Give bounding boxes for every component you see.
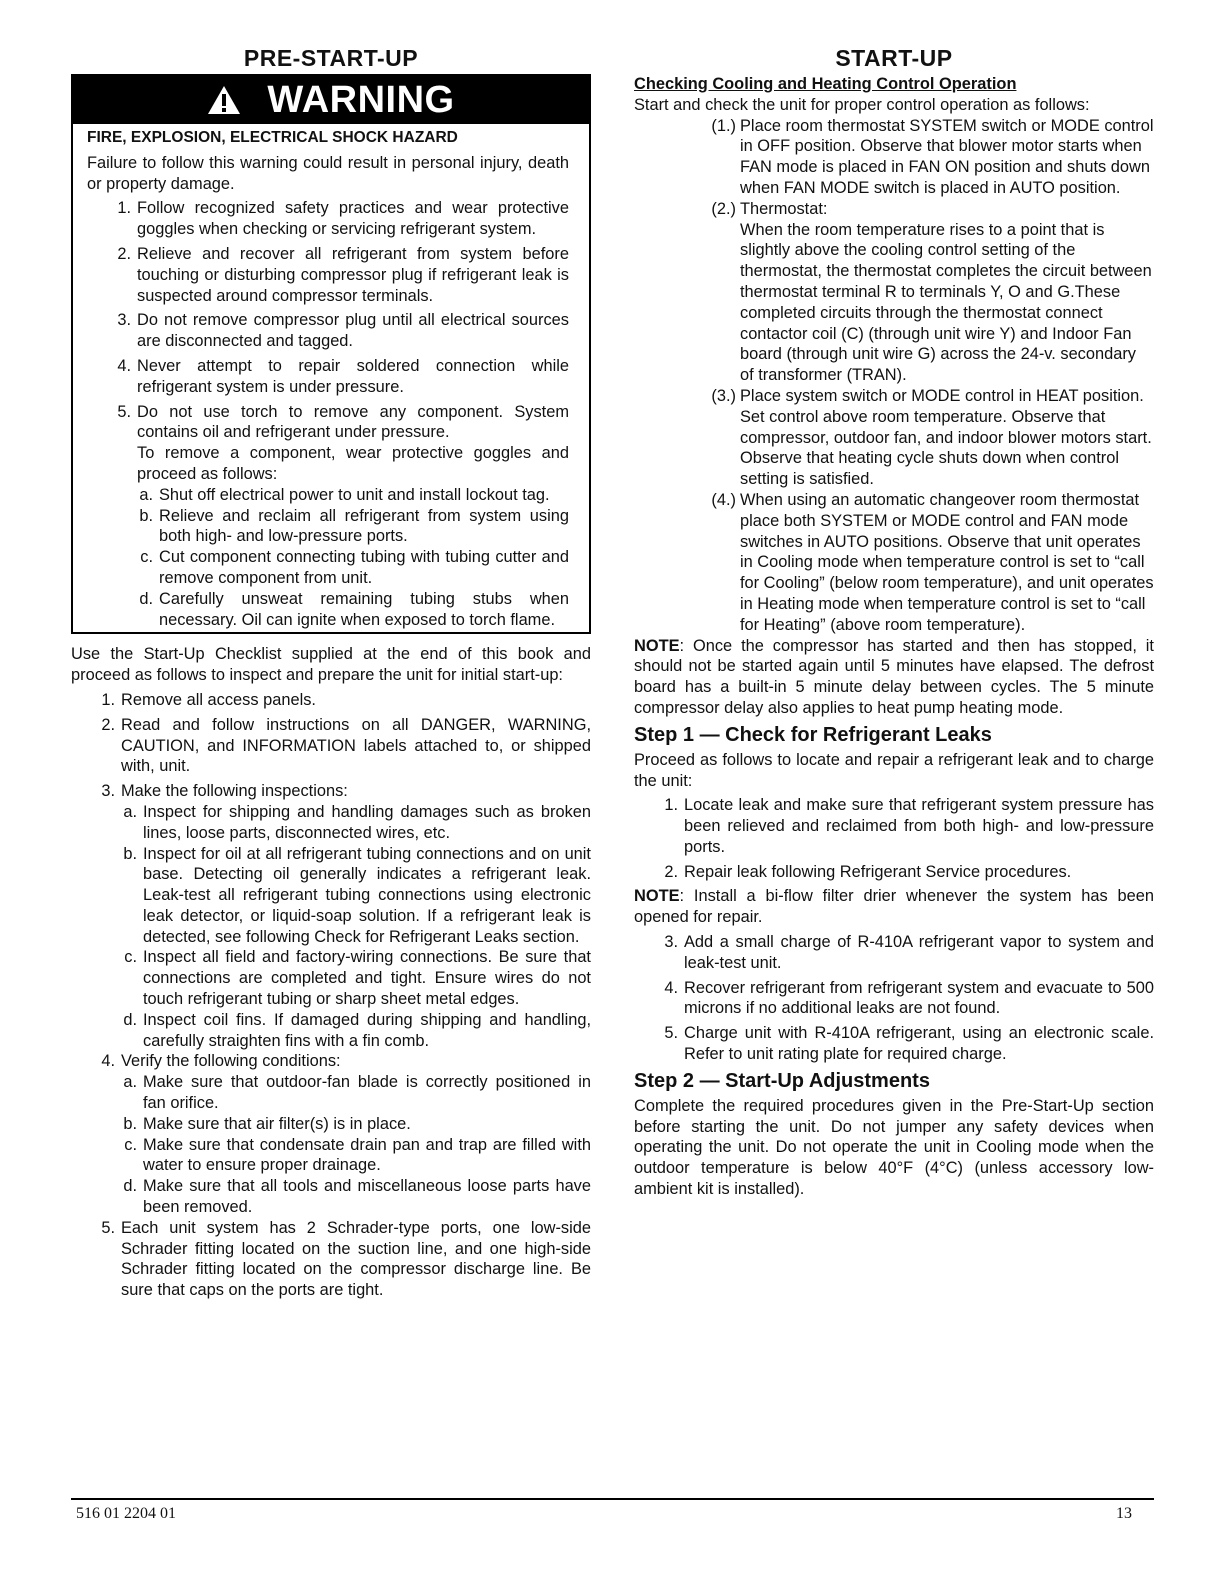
- prestart-steps-final: [71, 1218, 591, 1301]
- check-intro: Start and check the unit for proper control operation as follows:: [634, 95, 1090, 114]
- list-item: 5. Each unit system has 2 Schrader-type ports, one low-side Schrader fitting located on the suction line, and one high-side Schrader fitting located on the compressor discharge line. Be sure that caps on the ports are tight.: [101, 1218, 591, 1300]
- pre-start-up-column: [71, 44, 591, 1305]
- list-item: 2. Relieve and recover all refrigerant from system before touching or disturbing compressor plug if refrigerant leak is suspected around compressor terminals.: [117, 244, 569, 305]
- list-item: 1. Remove all access panels.: [101, 690, 316, 709]
- pre-start-up-title: PRE-START-UP: [243, 45, 419, 71]
- prestart-steps: [71, 690, 591, 802]
- list-item: 1. Follow recognized safety practices and wear protective goggles when checking or servicing refrigerant system.: [117, 199, 569, 239]
- list-item: 5. Charge unit with R-410A refrigerant, using an electronic scale. Refer to unit rating plate for required charge.: [664, 1024, 1154, 1064]
- step-1-list-continued: [634, 932, 1154, 1065]
- list-item: a. Inspect for shipping and handling damages such as broken lines, loose parts, disconnected wires, etc.: [123, 802, 591, 842]
- warning-box: [71, 74, 591, 634]
- note-compressor-delay: NOTE: Once the compressor has started and then has stopped, it should not be started again until 5 minutes have elapsed. The defrost board has a built-in 5 minute delay between cycles. The 5 minute compressor delay also applies to heat pump heating mode.: [634, 636, 1154, 717]
- list-item: (1.) Place room thermostat SYSTEM switch or MODE control in OFF position. Observe that blower motor starts when FAN mode is placed in FAN ON position and shuts down when FAN MODE switch is placed in AUTO position.: [711, 116, 1154, 197]
- step-2-text: Complete the required procedures given in the Pre-Start-Up section before starting the unit. Do not jumper any safety devices when operating the unit. Do not operate the unit in Cooling mode when the outdoor temperature is below 40°F (4°C) (unless accessory low-ambient kit is installed).: [634, 1096, 1154, 1199]
- list-item: d. Inspect coil fins. If damaged during shipping and handling, carefully straighten fins with a fin comb.: [123, 1010, 591, 1050]
- list-item: 2. Repair leak following Refrigerant Service procedures.: [664, 862, 1072, 881]
- list-item: c. Make sure that condensate drain pan and trap are filled with water to ensure proper drainage.: [124, 1135, 591, 1175]
- inspections-list: [71, 802, 591, 1052]
- page-number: 13: [1116, 1505, 1132, 1522]
- prestart-intro: Use the Start-Up Checklist supplied at the end of this book and proceed as follows to inspect and prepare the unit for initial start-up:: [71, 645, 591, 685]
- list-item: b. Make sure that air filter(s) is in place.: [123, 1114, 411, 1133]
- list-item: 5. Do not use torch to remove any component. System contains oil and refrigerant under pressure. To remove a component, wear protective goggles and proceed as follows:: [117, 402, 569, 483]
- step-1-intro: Proceed as follows to locate and repair a refrigerant leak and to charge the unit:: [634, 750, 1154, 790]
- list-item: 3. Do not remove compressor plug until all electrical sources are disconnected and tagged.: [117, 311, 569, 351]
- list-item: (3.) Place system switch or MODE control in HEAT position. Set control above room temperature. Observe that compressor, outdoor fan, and indoor blower motors start. Observe that heating cycle shuts down when control setting is satisfied.: [711, 386, 1152, 489]
- list-item: d. Make sure that all tools and miscellaneous loose parts have been removed.: [123, 1177, 591, 1217]
- start-up-column: [634, 44, 1154, 1204]
- list-item: (2.) Thermostat: When the room temperature rises to a point that is slightly above the cooling control setting of the thermostat, the thermostat completes the circuit between thermostat terminal R to terminals Y, O and G.These completed circuits through the thermostat connect contactor coil (C) (through unit wire Y) and Indoor Fan board (through unit wire G) across the 24-v. secondary of transformer (TRAN).: [711, 199, 1152, 385]
- list-item: a. Make sure that outdoor-fan blade is correctly positioned in fan orifice.: [123, 1073, 591, 1113]
- list-item: a. Shut off electrical power to unit and install lockout tag.: [139, 485, 550, 504]
- list-item: b. Relieve and reclaim all refrigerant from system using both high- and low-pressure ports.: [139, 506, 569, 546]
- start-up-title: START-UP: [835, 45, 953, 71]
- warning-triangle-icon: [207, 85, 241, 115]
- note-filter-drier: NOTE: Install a bi-flow filter drier whenever the system has been opened for repair.: [634, 887, 1154, 927]
- list-item: b. Inspect for oil at all refrigerant tubing connections and on unit base. Detecting oil generally indicates a refrigerant leak. Leak-test all refrigerant tubing connections using electronic leak detector, or liquid-soap solution. If a refrigerant leak is detected, see following Check for Refrigerant Leaks section.: [123, 844, 591, 946]
- list-item: d. Carefully unsweat remaining tubing stubs when necessary. Oil can ignite when exposed to torch flame.: [139, 589, 569, 629]
- step-2-title: Step 2 — Start-Up Adjustments: [634, 1069, 930, 1092]
- list-item: (4.) When using an automatic changeover room thermostat place both SYSTEM or MODE control and FAN mode switches in AUTO positions. Observe that unit operates in Cooling mode when temperature control is set to “call for Cooling” (below room temperature), and unit operates in Heating mode when temperature control is set to “call for Heating” (above room temperature).: [711, 490, 1154, 634]
- warning-banner: [73, 76, 589, 124]
- document-number: 516 01 2204 01: [76, 1505, 176, 1522]
- conditions-list: [71, 1072, 591, 1218]
- footer-divider: [71, 1498, 1154, 1500]
- warning-label: WARNING: [267, 78, 455, 121]
- hazard-title: FIRE, EXPLOSION, ELECTRICAL SHOCK HAZARD: [87, 129, 458, 146]
- check-heading: Checking Cooling and Heating Control Operation: [634, 75, 1017, 93]
- list-item: c. Inspect all field and factory-wiring connections. Be sure that connections are completed and tight. Ensure wires do not touch refrigerant tubing or sharp sheet metal edges.: [124, 948, 591, 1009]
- warning-intro: Failure to follow this warning could result in personal injury, death or property damage.: [87, 153, 569, 193]
- list-item: 1. Locate leak and make sure that refrigerant system pressure has been relieved and reclaimed from both high- and low-pressure ports.: [664, 796, 1154, 856]
- list-item: 4. Recover refrigerant from refrigerant system and evacuate to 500 microns if no additional leaks are not found.: [664, 978, 1154, 1018]
- check-list: [634, 116, 1154, 636]
- list-item: 2. Read and follow instructions on all DANGER, WARNING, CAUTION, and INFORMATION labels attached to, or shipped with, unit.: [101, 715, 591, 776]
- warning-list: [87, 198, 569, 484]
- prestart-steps-continued: [71, 1051, 591, 1072]
- step-1-list: [634, 795, 1154, 882]
- list-item: 4. Verify the following conditions:: [101, 1052, 341, 1071]
- warning-sublist: [87, 485, 569, 631]
- list-item: c. Cut component connecting tubing with tubing cutter and remove component from unit.: [140, 548, 569, 587]
- list-item: 3. Add a small charge of R-410A refrigerant vapor to system and leak-test unit.: [664, 933, 1154, 972]
- step-1-title: Step 1 — Check for Refrigerant Leaks: [634, 723, 992, 746]
- list-item: 4. Never attempt to repair soldered connection while refrigerant system is under pressure.: [117, 356, 569, 396]
- list-item: 3. Make the following inspections:: [101, 782, 348, 801]
